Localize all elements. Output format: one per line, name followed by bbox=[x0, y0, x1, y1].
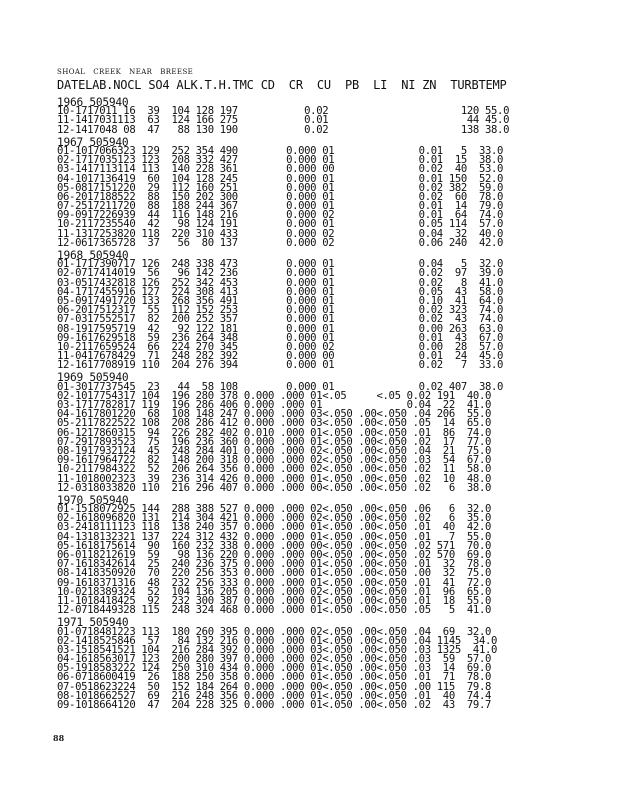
table-row: 09-1617629518 59 236 264 348 0.000 01 0.01 43 67.0 bbox=[57, 331, 504, 344]
table-row: 01-1717390717 126 248 338 473 0.000 01 0.04 5 32.0 bbox=[57, 258, 504, 271]
table-row: 06-2017188522 88 150 202 300 0.000 01 0.02 60 78.0 bbox=[57, 190, 504, 203]
table-row: 02-1618096820 131 214 304 421 0.000 .000 02<.050 .00<.050 .02 6 35.0 bbox=[57, 512, 492, 525]
station-title: SHOAL CREEK NEAR BREESE bbox=[57, 68, 194, 76]
table-row: 01-3017737545 23 44 58 108 0.000 01 0.02 407 38.0 bbox=[57, 380, 504, 393]
table-row: 07-1618342614 25 240 236 375 0.000 .000 01<.050 .00<.050 .01 32 78.0 bbox=[57, 558, 492, 571]
table-row: 02-1418525846 57 84 132 216 0.000 .000 01<.050 .00<.050 .04 1145 34.0 bbox=[57, 634, 498, 647]
table-row: 09-1618371316 48 232 256 333 0.000 .000 01<.050 .00<.050 .01 41 72.0 bbox=[57, 576, 492, 589]
table-row: 03-1518541521 104 216 284 392 0.000 .000 03<.050 .00<.050 .03 1325 41.0 bbox=[57, 643, 498, 656]
table-row: 03-1417113114 113 140 228 361 0.000 00 0.02 40 53.0 bbox=[57, 163, 504, 176]
table-row: 11-0417678429 71 248 282 392 0.000 00 0.01 24 45.0 bbox=[57, 350, 504, 363]
table-row: 10-1717011 16 39 104 128 197 0.02 120 55.0 bbox=[57, 105, 510, 118]
table-row: 03-2418111123 118 138 240 357 0.000 .000 01<.050 .00<.050 .01 40 42.0 bbox=[57, 521, 492, 534]
column-header-row: DATELAB.NOCL SO4 ALK.T.H.TMC CD CR CU PB LI NI ZN TURBTEMP bbox=[57, 78, 507, 92]
station-year-row: 1966 505940 bbox=[57, 96, 129, 109]
table-row: 05-2117822522 108 208 286 412 0.000 .000 03<.050 .00<.050 .05 14 65.0 bbox=[57, 417, 492, 430]
table-row: 10-2117235540 42 98 124 191 0.000 01 0.05 114 57.0 bbox=[57, 218, 504, 231]
table-row: 02-1017754317 104 196 280 378 0.000 .000 01<.05 <.05 0.02 191 40.0 bbox=[57, 389, 492, 402]
table-row: 06-1217860315 94 226 282 402 0.010 .000 01<.050 .00<.050 .01 86 74.0 bbox=[57, 426, 492, 439]
table-row: 06-0718600419 26 188 250 358 0.000 .000 01<.050 .00<.050 .01 71 78.0 bbox=[57, 671, 492, 684]
table-row: 05-0917491720 133 268 356 491 0.000 01 0.10 41 64.0 bbox=[57, 294, 504, 307]
table-row: 08-1917595719 42 92 122 181 0.000 01 0.00 263 63.0 bbox=[57, 322, 504, 335]
table-row: 09-1617964722 82 148 200 318 0.000 .000 02<.050 .00<.050 .03 54 67.0 bbox=[57, 454, 492, 467]
table-row: 08-1917932124 45 248 284 401 0.000 .000 02<.050 .00<.050 .04 21 75.0 bbox=[57, 444, 492, 457]
station-year-row: 1971 505940 bbox=[57, 616, 129, 630]
data-table bbox=[57, 95, 509, 710]
table-row: 10-2117659524 66 224 270 345 0.000 02 0.00 28 57.0 bbox=[57, 340, 504, 353]
table-row: 04-1017136419 60 104 128 245 0.000 01 0.01 150 52.0 bbox=[57, 172, 504, 185]
station-year-row: 1968 505940 bbox=[57, 249, 129, 262]
table-row: 01-1518072925 144 288 388 527 0.000 .000 02<.050 .00<.050 .06 6 32.0 bbox=[57, 503, 492, 516]
table-row: 12-1617708919 110 204 276 394 0.000 01 0.02 7 33.0 bbox=[57, 359, 504, 372]
table-row: 04-1318132321 137 224 312 432 0.000 .000 01<.050 .00<.050 .01 7 55.0 bbox=[57, 530, 492, 543]
table-row: 07-0518623224 50 152 184 264 0.000 .000 00<.050 .00<.050 .00 115 79.8 bbox=[57, 680, 492, 693]
table-row: 03-0517432818 126 252 342 453 0.000 01 0.02 8 41.0 bbox=[57, 276, 504, 289]
station-year-row: 1967 505940 bbox=[57, 135, 129, 149]
table-row: 10-2117984322 52 206 264 356 0.000 .000 02<.050 .00<.050 .02 11 58.0 bbox=[57, 463, 492, 476]
table-row: 07-2917893523 75 196 236 360 0.000 .000 01<.050 .00<.050 .02 17 77.0 bbox=[57, 435, 492, 448]
table-row: 11-1018002323 39 236 314 426 0.000 .000 01<.050 .00<.050 .02 10 48.0 bbox=[57, 472, 492, 485]
table-row: 07-0317552517 82 200 252 357 0.000 01 0.02 43 74.0 bbox=[57, 313, 504, 326]
table-row: 08-1418350920 70 220 256 353 0.000 .000 01<.050 .00<.050 .00 32 75.0 bbox=[57, 567, 492, 580]
table-row: 09-1018664120 47 204 228 325 0.000 .000 01<.050 .00<.050 .02 43 79.7 bbox=[57, 699, 492, 711]
table-row: 01-0718481223 113 180 260 395 0.000 .000 02<.050 .00<.050 .04 69 32.0 bbox=[57, 625, 492, 638]
table-row: 07-2517211720 88 188 244 367 0.000 01 0.01 14 79.0 bbox=[57, 200, 504, 213]
table-row: 05-1918583222 124 250 310 434 0.000 .000 01<.050 .00<.050 .03 14 69.0 bbox=[57, 662, 492, 675]
table-row: 06-2017512317 55 112 152 253 0.000 01 0.02 323 74.0 bbox=[57, 304, 504, 317]
page-number: 88 bbox=[53, 733, 65, 743]
station-year-row: 1970 505940 bbox=[57, 493, 129, 507]
table-row: 11-1417031113 63 124 166 275 0.01 44 45.0 bbox=[57, 114, 510, 127]
table-row: 12-0617365728 37 56 80 137 0.000 02 0.06 240 42.0 bbox=[57, 236, 504, 249]
table-row: 11-1018418425 92 232 300 387 0.000 .000 01<.050 .00<.050 .01 18 55.0 bbox=[57, 594, 492, 607]
table-row: 12-0718449328 115 248 324 468 0.000 .000 01<.050 .00<.050 .05 5 41.0 bbox=[57, 604, 492, 617]
table-row: 06-0118212619 59 98 136 220 0.000 .000 00<.050 .00<.050 .02 570 69.0 bbox=[57, 549, 492, 561]
table-row: 04-1717455916 127 224 308 413 0.000 01 0.05 43 58.0 bbox=[57, 285, 504, 298]
table-row: 08-1018662527 69 216 248 356 0.000 .000 01<.050 .00<.050 .01 40 74.4 bbox=[57, 689, 492, 702]
table-row: 01-1017066323 129 252 354 490 0.000 01 0.01 5 33.0 bbox=[57, 144, 504, 157]
table-row: 02-0717414019 56 96 142 236 0.000 01 0.02 97 39.0 bbox=[57, 267, 504, 280]
table-row: 09-0917226939 44 116 148 216 0.000 02 0.01 64 74.0 bbox=[57, 209, 504, 222]
table-row: 10-0218389324 52 104 136 205 0.000 .000 02<.050 .00<.050 .01 96 65.0 bbox=[57, 585, 492, 598]
table-row: 12-1417048 08 47 88 130 190 0.02 138 38.0 bbox=[57, 123, 510, 136]
table-row: 02-1717035123 123 208 332 427 0.000 01 0.01 15 38.0 bbox=[57, 154, 504, 167]
table-row: 04-1617801220 68 108 148 247 0.000 .000 03<.050 .00<.050 .04 206 55.0 bbox=[57, 408, 492, 421]
table-row: 04-1618563017 123 200 280 397 0.000 .000 02<.050 .00<.050 .03 59 57.0 bbox=[57, 653, 492, 666]
table-row: 05-1618175614 90 160 232 338 0.000 .000 00<.050 .00<.050 .02 571 70.0 bbox=[57, 539, 492, 552]
table-row: 11-1317253820 118 220 310 433 0.000 02 0.04 32 40.0 bbox=[57, 227, 504, 240]
table-row: 05-0817151220 29 112 160 251 0.000 01 0.02 382 59.0 bbox=[57, 181, 504, 194]
station-year-row: 1969 505940 bbox=[57, 371, 129, 385]
table-row: 03-1717782817 119 196 286 406 0.000 .000 01 0.04 22 41.0 bbox=[57, 399, 492, 411]
table-row: 12-0318033820 110 216 296 407 0.000 .000 00<.050 .00<.050 .02 6 38.0 bbox=[57, 481, 492, 494]
